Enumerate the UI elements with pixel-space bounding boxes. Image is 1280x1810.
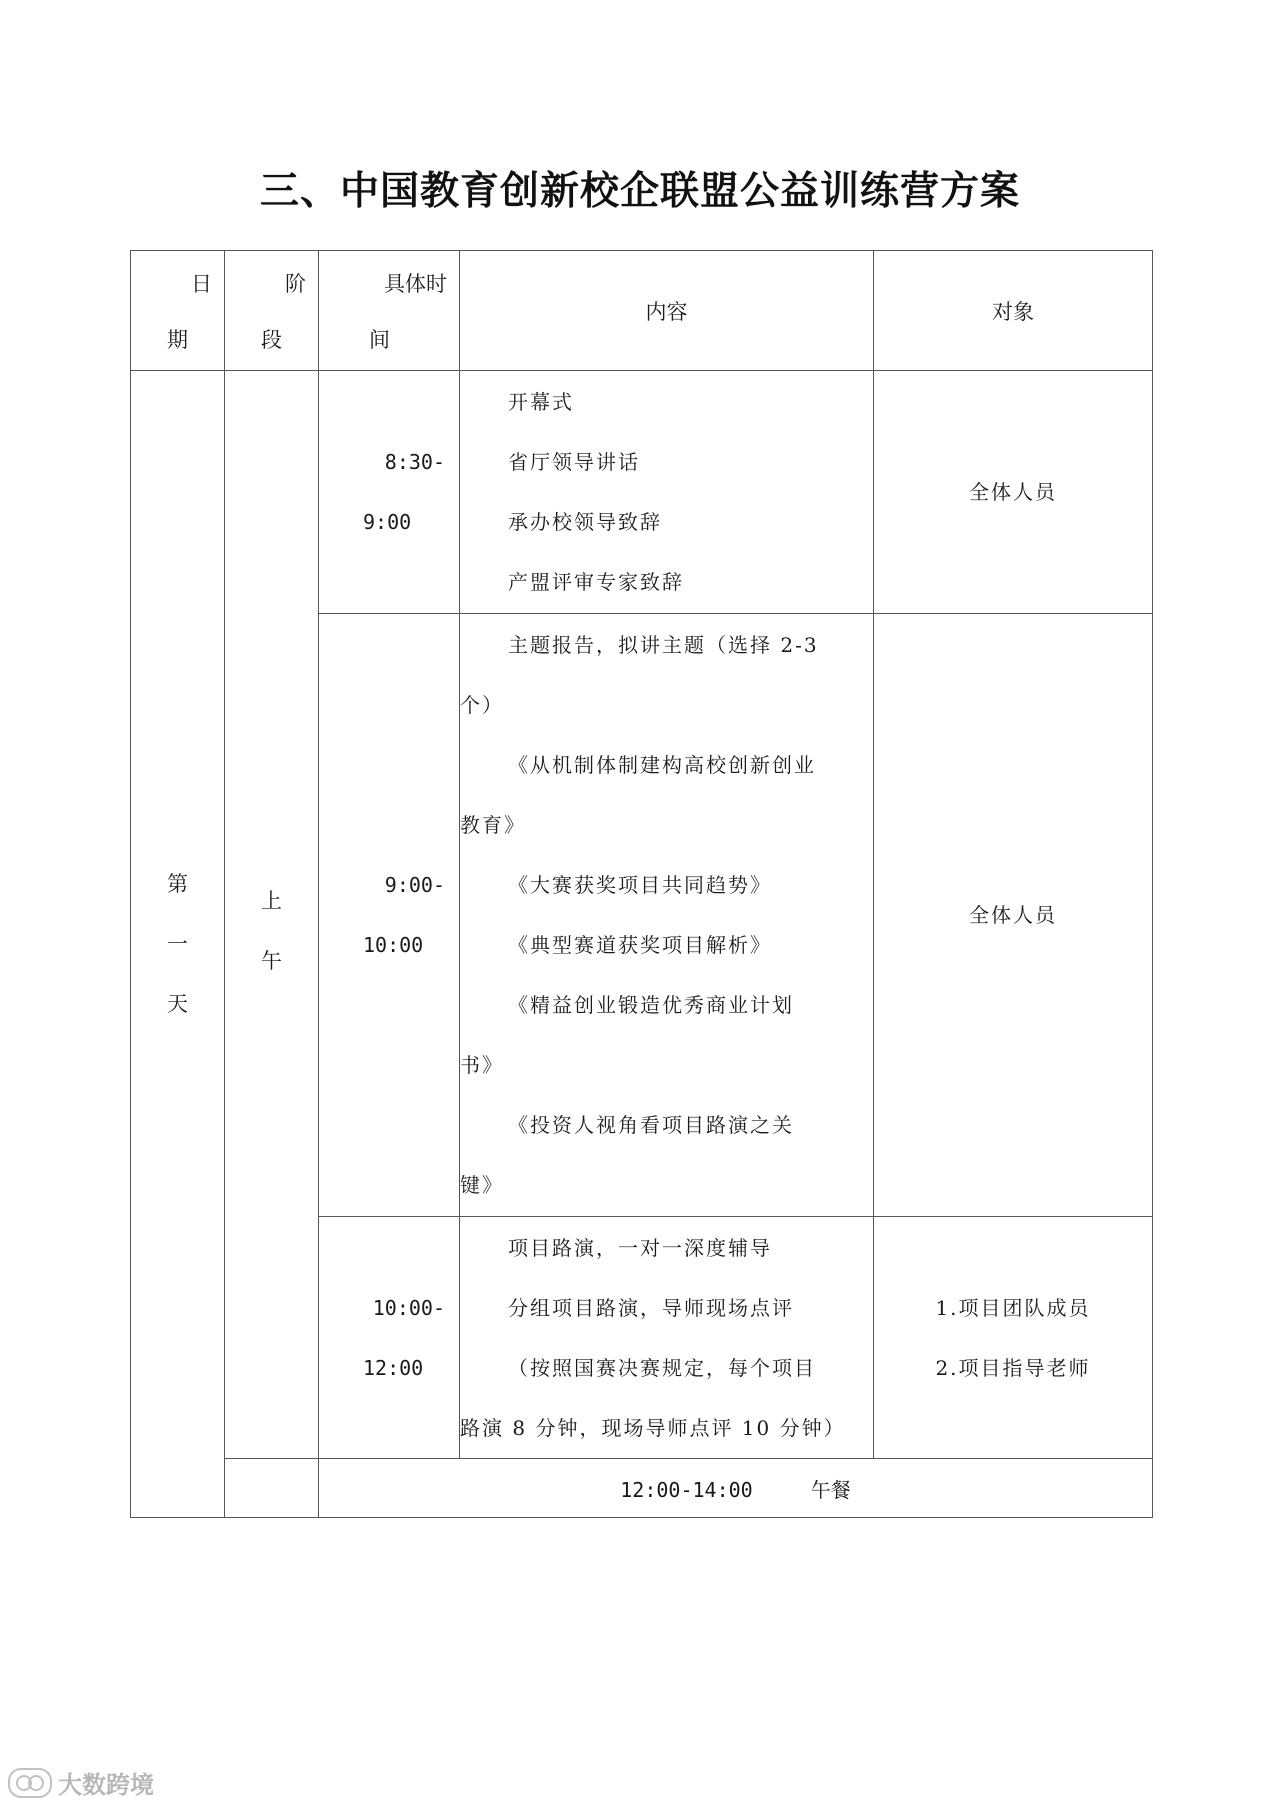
target-cell: 1.项目团队成员 2.项目指导老师: [874, 1217, 1153, 1459]
content-cell: 项目路演，一对一深度辅导 分组项目路演，导师现场点评 （按照国赛决赛规定，每个项目 路演 8 分钟，现场导师点评 10 分钟）: [460, 1217, 874, 1459]
empty-phase-cell: [225, 1459, 319, 1518]
page-title: 三、中国教育创新校企联盟公益训练营方案: [259, 168, 1020, 214]
watermark: [8, 1765, 154, 1800]
header-target: 对象: [874, 251, 1153, 371]
time-cell: 8:30- 9:00: [319, 371, 460, 614]
schedule-table: [130, 250, 1153, 1518]
header-content: 内容: [460, 251, 874, 371]
header-date: 日 期: [131, 251, 225, 371]
content-cell: 开幕式 省厅领导讲话 承办校领导致辞 产盟评审专家致辞: [460, 371, 874, 614]
lunch-time: 12:00-14:00: [620, 1477, 753, 1502]
table-header-row: [131, 251, 1153, 371]
table-row: [131, 371, 1153, 614]
target-cell: 全体人员: [874, 371, 1153, 614]
target-cell: 全体人员: [874, 614, 1153, 1217]
lunch-label: 午餐: [810, 1477, 851, 1502]
day-cell: 第 一 天: [131, 371, 225, 1518]
time-cell: 10:00- 12:00: [319, 1217, 460, 1459]
header-time: 具体时 间: [319, 251, 460, 371]
header-phase: 阶 段: [225, 251, 319, 371]
infinity-logo-icon: [8, 1768, 52, 1798]
lunch-cell: [319, 1459, 1153, 1518]
phase-cell: 上 午: [225, 371, 319, 1459]
time-cell: 9:00- 10:00: [319, 614, 460, 1217]
watermark-text: 大数跨境: [58, 1771, 154, 1799]
lunch-row: [131, 1459, 1153, 1518]
content-cell: 主题报告，拟讲主题（选择 2-3 个） 《从机制体制建构高校创新创业 教育》 《大赛获奖项目共同趋势》 《典型赛道获奖项目解析》 《精益创业锻造优秀商业计划 书》 《投资人视角看项目路演之关 键》: [460, 614, 874, 1217]
